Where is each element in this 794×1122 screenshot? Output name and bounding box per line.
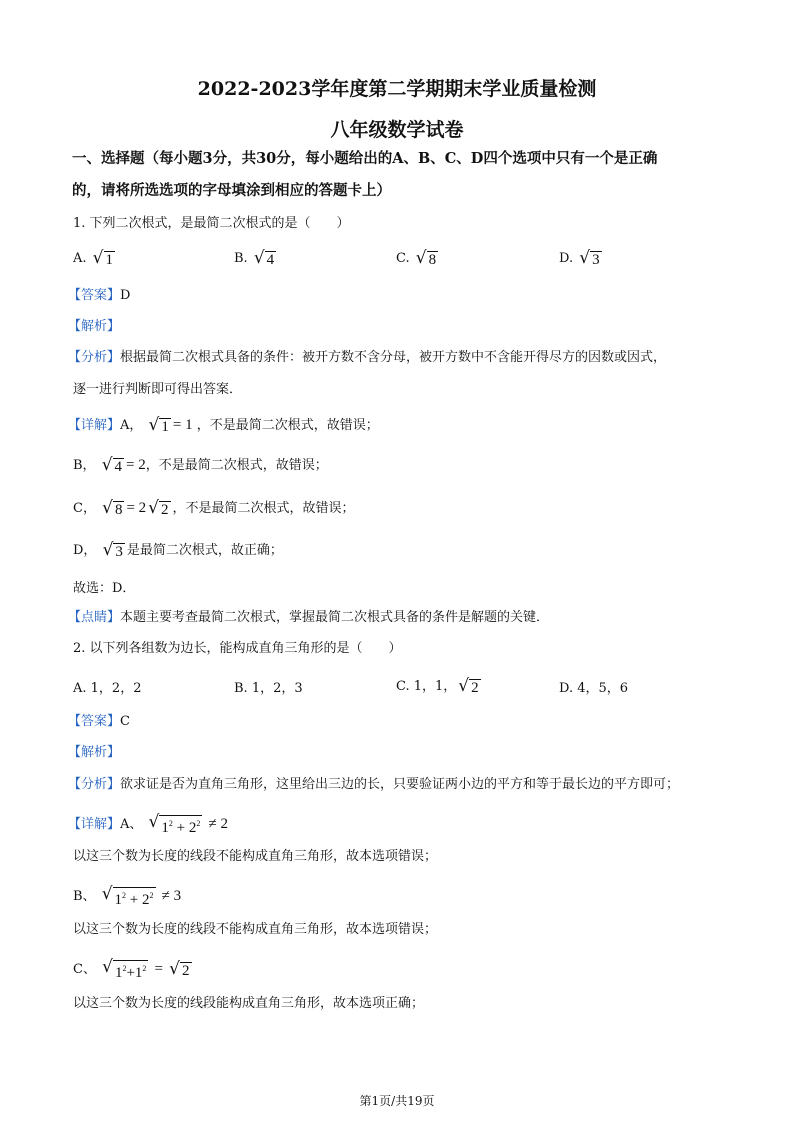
base: 1 <box>114 965 123 981</box>
q2-detail-a <box>68 813 228 836</box>
q1-analysis-tag: 【解析】 <box>68 319 121 334</box>
option-text: C. 1，1， <box>396 679 457 694</box>
radicand: 2 <box>161 502 169 518</box>
exam-subtitle: 八年级数学试卷 <box>330 119 464 141</box>
q2-detail-c <box>73 958 194 981</box>
sqrt-expression: √ $1^2+1^2$ <box>102 957 147 981</box>
sqrt-expression: √ 4 <box>101 455 123 475</box>
sqrt-expression: √ 8 <box>415 248 437 268</box>
radicand: 2 <box>182 963 190 979</box>
exponent: 2 <box>168 819 173 828</box>
q1-detail-d <box>73 541 283 560</box>
radicand: 3 <box>115 544 123 560</box>
q2-answer <box>68 713 130 731</box>
equation-result: ≠ 2 <box>208 816 228 832</box>
sqrt-expression: √ 8 <box>102 498 123 518</box>
detail-prefix: C， <box>73 501 96 516</box>
q2-option-c <box>396 675 483 696</box>
exam-title: 2022-2023学年度第二学期期末学业质量检测 <box>197 78 597 100</box>
exponent: 2 <box>149 891 154 900</box>
radicand: $1^2 + 2^2$ <box>159 815 202 836</box>
sqrt-expression: √ 3 <box>579 248 600 268</box>
section-heading-2: 的，请将所选选项的字母填涂到相应的答题卡上） <box>72 182 391 199</box>
q1-fenxi-1 <box>68 349 666 367</box>
option-label: C. <box>396 251 410 266</box>
sqrt-expression: √ 4 <box>253 248 275 268</box>
sqrt-expression: √ 3 <box>102 540 123 560</box>
radicand: 1 <box>105 252 114 268</box>
radicand: 3 <box>592 252 600 268</box>
q1-detail-a <box>68 416 379 435</box>
q1-answer <box>68 287 130 305</box>
radicand: 4 <box>266 252 275 268</box>
detail-prefix: B， <box>73 458 96 473</box>
q2-fenxi <box>68 776 679 794</box>
answer-value: C <box>120 714 130 729</box>
detail-text: 是最简二次根式，故正确； <box>126 543 283 558</box>
sqrt-expression: √ 2 <box>458 676 479 696</box>
base: 1 <box>161 820 169 836</box>
exponent: 2 <box>122 891 127 900</box>
sqrt-expression: √ 1 <box>92 248 114 268</box>
q1-option-b <box>234 249 278 268</box>
radicand: 8 <box>428 252 437 268</box>
q2-option-a: A. 1，2，2 <box>73 681 142 696</box>
equation-result: = 1 <box>172 417 193 433</box>
dianjing-text: 本题主要考查最简二次根式，掌握最简二次根式具备的条件是解题的关键． <box>120 610 550 625</box>
radicand: $1^2 + 2^2$ <box>113 887 156 908</box>
q1-stem: 1. 下列二次根式，是最简二次根式的是（ ） <box>73 216 350 231</box>
detail-prefix: B、 <box>73 889 96 904</box>
base: 2 <box>188 820 197 836</box>
detail-prefix: D， <box>73 543 97 558</box>
base: 2 <box>142 892 150 908</box>
q1-detail-b <box>73 456 328 475</box>
detail-prefix: A、 <box>120 817 143 832</box>
sqrt-expression: √ 2 <box>148 498 169 518</box>
fenxi-text: 欲求证是否为直角三角形，这里给出三边的长，只要验证两小边的平方和等于最长边的平方即可； <box>120 777 680 792</box>
exponent: 2 <box>142 964 147 973</box>
exponent: 2 <box>122 964 127 973</box>
q1-option-a <box>73 249 117 268</box>
base: 1 <box>134 965 143 981</box>
detail-prefix: C、 <box>73 962 96 977</box>
fenxi-tag: 【分析】 <box>68 777 121 792</box>
q2-detail-b-text: 以这三个数为长度的线段不能构成直角三角形，故本选项错误； <box>73 922 438 937</box>
radicand: 2 <box>471 680 479 696</box>
radicand: 8 <box>114 502 123 518</box>
q2-detail-a-text: 以这三个数为长度的线段不能构成直角三角形，故本选项错误； <box>73 849 438 864</box>
q2-option-b: B. 1，2，3 <box>234 681 303 696</box>
detail-prefix: A， <box>120 418 143 433</box>
radicand: 4 <box>114 459 123 475</box>
q2-analysis-tag: 【解析】 <box>68 745 121 760</box>
q1-dianjing <box>68 609 549 627</box>
q1-option-c <box>396 249 440 268</box>
answer-tag: 【答案】 <box>68 288 121 303</box>
detail-tag: 【详解】 <box>68 817 121 832</box>
q1-option-d <box>559 249 604 268</box>
answer-value: D <box>120 288 131 303</box>
option-label: D. <box>559 251 574 266</box>
equals-sign: = <box>154 961 164 977</box>
q2-detail-c-text: 以这三个数为长度的线段能构成直角三角形，故本选项正确； <box>73 996 425 1011</box>
detail-text: ，不是最简二次根式，故错误； <box>196 418 379 433</box>
q2-stem: 2. 以下列各组数为边长，能构成直角三角形的是（ ） <box>73 641 402 656</box>
q1-choose: 故选：D． <box>73 581 136 596</box>
q1-fenxi-2: 逐一进行判断即可得出答案． <box>73 382 243 397</box>
equation-result: = 2 <box>126 500 147 516</box>
radicand: $1^2+1^2$ <box>113 960 148 981</box>
q2-detail-b <box>73 885 181 908</box>
exponent: 2 <box>196 819 201 828</box>
sqrt-expression: √ 1 <box>148 415 169 435</box>
section-heading-1: 一、选择题（每小题3分，共30分，每小题给出的A、B、C、D四个选项中只有一个是正确 <box>72 150 658 167</box>
q2-option-d: D. 4，5，6 <box>559 681 629 696</box>
sqrt-expression: √ 2 <box>169 959 190 979</box>
fenxi-text: 根据最简二次根式具备的条件：被开方数不含分母，被开方数中不含能开得尽方的因数或因式， <box>120 350 667 365</box>
answer-tag: 【答案】 <box>68 714 121 729</box>
radicand: 1 <box>161 419 169 435</box>
q1-detail-c <box>73 499 355 518</box>
detail-text: ，不是最简二次根式，故错误； <box>145 458 328 473</box>
detail-tag: 【详解】 <box>68 418 121 433</box>
equation-result: ≠ 3 <box>161 888 182 904</box>
sqrt-expression: √ $1^2 + 2^2$ <box>101 884 154 908</box>
sqrt-expression: √ $1^2 + 2^2$ <box>148 812 201 836</box>
option-label: B. <box>234 251 248 266</box>
dianjing-tag: 【点睛】 <box>68 610 121 625</box>
page-footer: 第1页/共19页 <box>359 1094 435 1108</box>
base: 1 <box>114 892 123 908</box>
detail-text: ，不是最简二次根式，故错误； <box>172 501 355 516</box>
fenxi-tag: 【分析】 <box>68 350 121 365</box>
option-label: A. <box>73 251 87 266</box>
equation-result: = 2 <box>126 457 146 473</box>
